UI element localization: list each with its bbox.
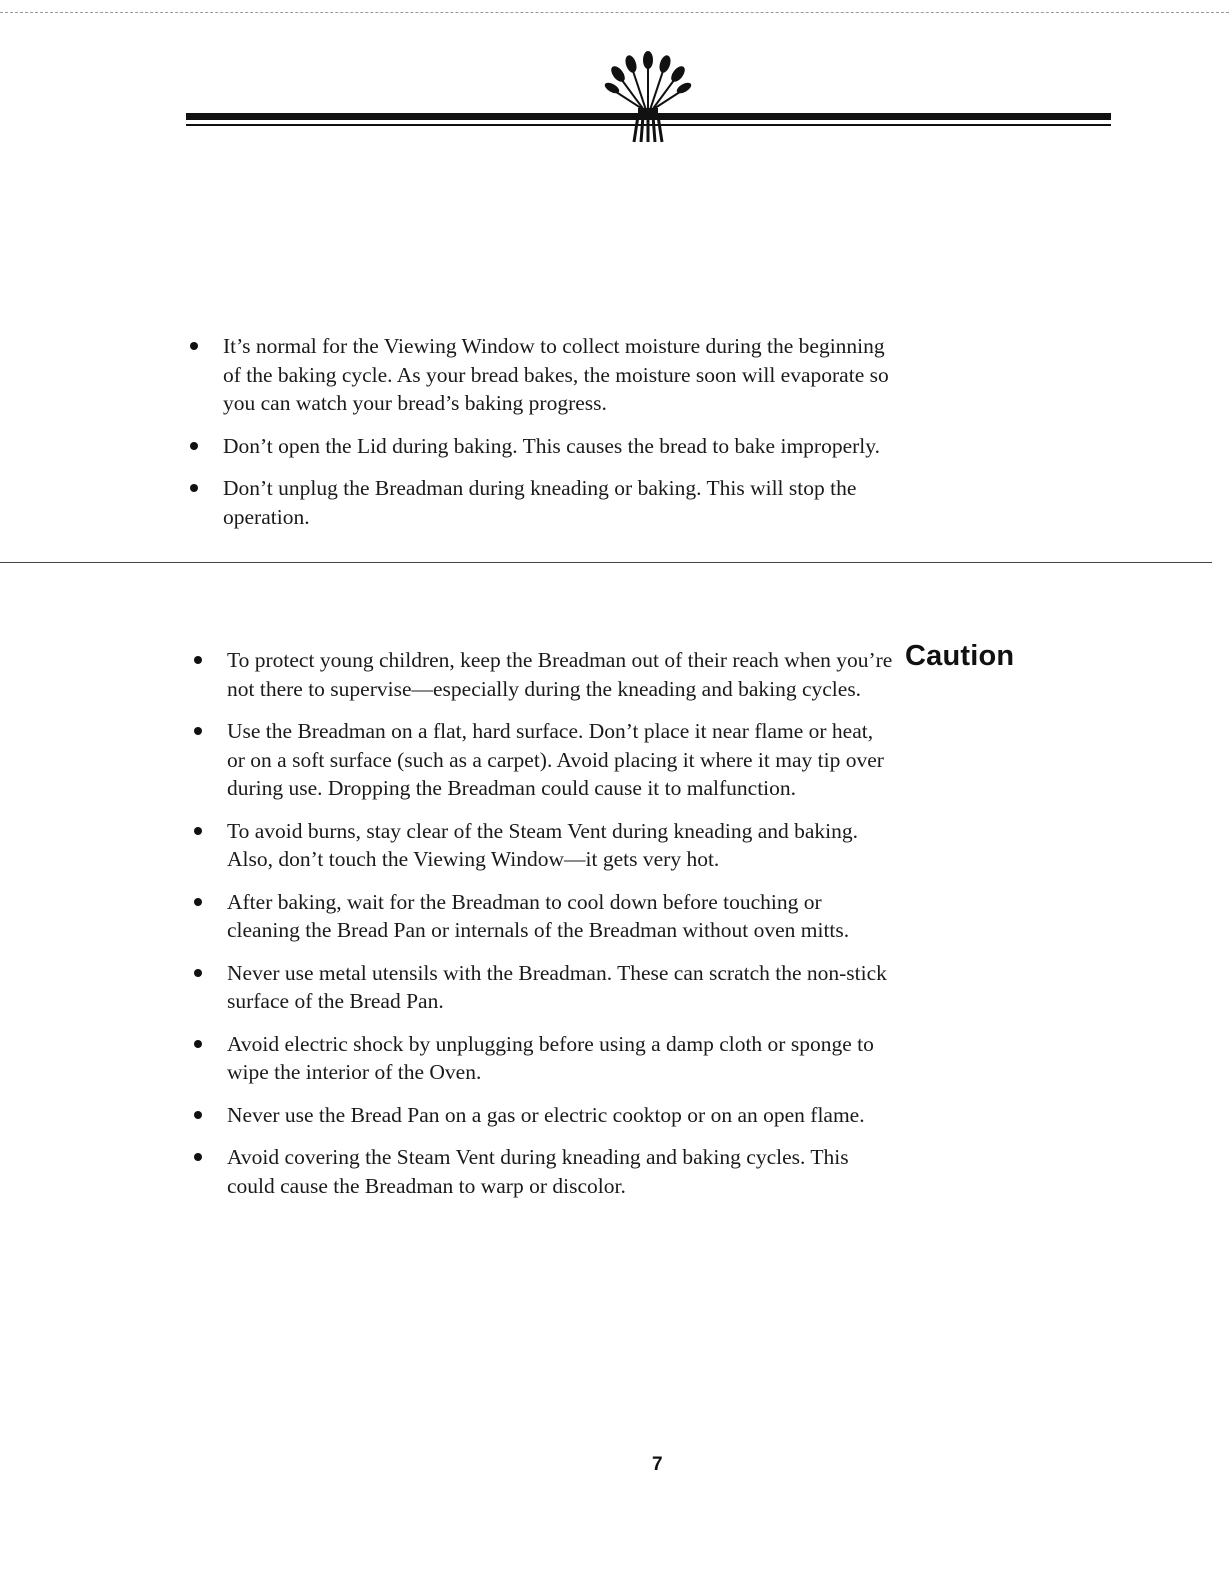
bullet-icon (194, 1153, 202, 1161)
caution-list (194, 646, 894, 1214)
list-item-text: Avoid covering the Steam Vent during kneading and baking cycles. This could cause the Breadman to warp or discolor. (227, 1145, 849, 1198)
bullet-icon (190, 342, 198, 350)
notes-list (190, 332, 890, 545)
list-item-text: Don’t open the Lid during baking. This causes the bread to bake improperly. (223, 433, 880, 458)
list-item (194, 717, 894, 803)
bullet-icon (194, 656, 202, 664)
bullet-icon (190, 442, 198, 450)
page-number: 7 (652, 1454, 663, 1475)
wheat-sheaf-icon (600, 50, 696, 144)
list-item-text: Never use metal utensils with the Breadman. These can scratch the non-stick surface of the Bread Pan. (227, 960, 887, 1013)
scan-edge-line (0, 12, 1229, 13)
list-item (194, 888, 894, 945)
list-item (194, 817, 894, 874)
list-item-text: Use the Breadman on a flat, hard surface. Don’t place it near flame or heat, or on a soft surface (such as a carpet). Avoid placing it where it may tip over during use. Dropping the Breadman could cause it to malfunction. (227, 719, 884, 800)
list-item-text: It’s normal for the Viewing Window to collect moisture during the beginning of the baking cycle. As your bread bakes, the moisture soon will evaporate so you can watch your bread’s baking progress. (223, 334, 889, 415)
list-item (190, 332, 890, 418)
list-item (194, 1101, 894, 1130)
bullet-icon (194, 1040, 202, 1048)
bullet-icon (194, 969, 202, 977)
list-item (194, 959, 894, 1016)
list-item-text: Don’t unplug the Breadman during kneading or baking. This will stop the operation. (223, 476, 857, 529)
bullet-icon (194, 1111, 202, 1119)
bullet-icon (194, 727, 202, 735)
list-item (190, 474, 890, 531)
bullet-icon (190, 484, 198, 492)
list-item-text: To protect young children, keep the Breadman out of their reach when you’re not there to supervise—especially during the kneading and baking cycles. (227, 648, 893, 701)
list-item (194, 1030, 894, 1087)
bullet-icon (194, 827, 202, 835)
section-divider (0, 562, 1212, 563)
bullet-icon (194, 898, 202, 906)
list-item-text: To avoid burns, stay clear of the Steam Vent during kneading and baking. Also, don’t touch the Viewing Window—it gets very hot. (227, 818, 859, 871)
list-item-text: After baking, wait for the Breadman to cool down before touching or cleaning the Bread Pan or internals of the Breadman without oven mitts. (227, 889, 850, 942)
caution-heading: Caution (905, 640, 1015, 672)
list-item (190, 432, 890, 461)
list-item (194, 646, 894, 703)
list-item-text: Avoid electric shock by unplugging before using a damp cloth or sponge to wipe the interior of the Oven. (227, 1031, 874, 1084)
list-item-text: Never use the Bread Pan on a gas or electric cooktop or on an open flame. (227, 1102, 865, 1127)
list-item (194, 1143, 894, 1200)
